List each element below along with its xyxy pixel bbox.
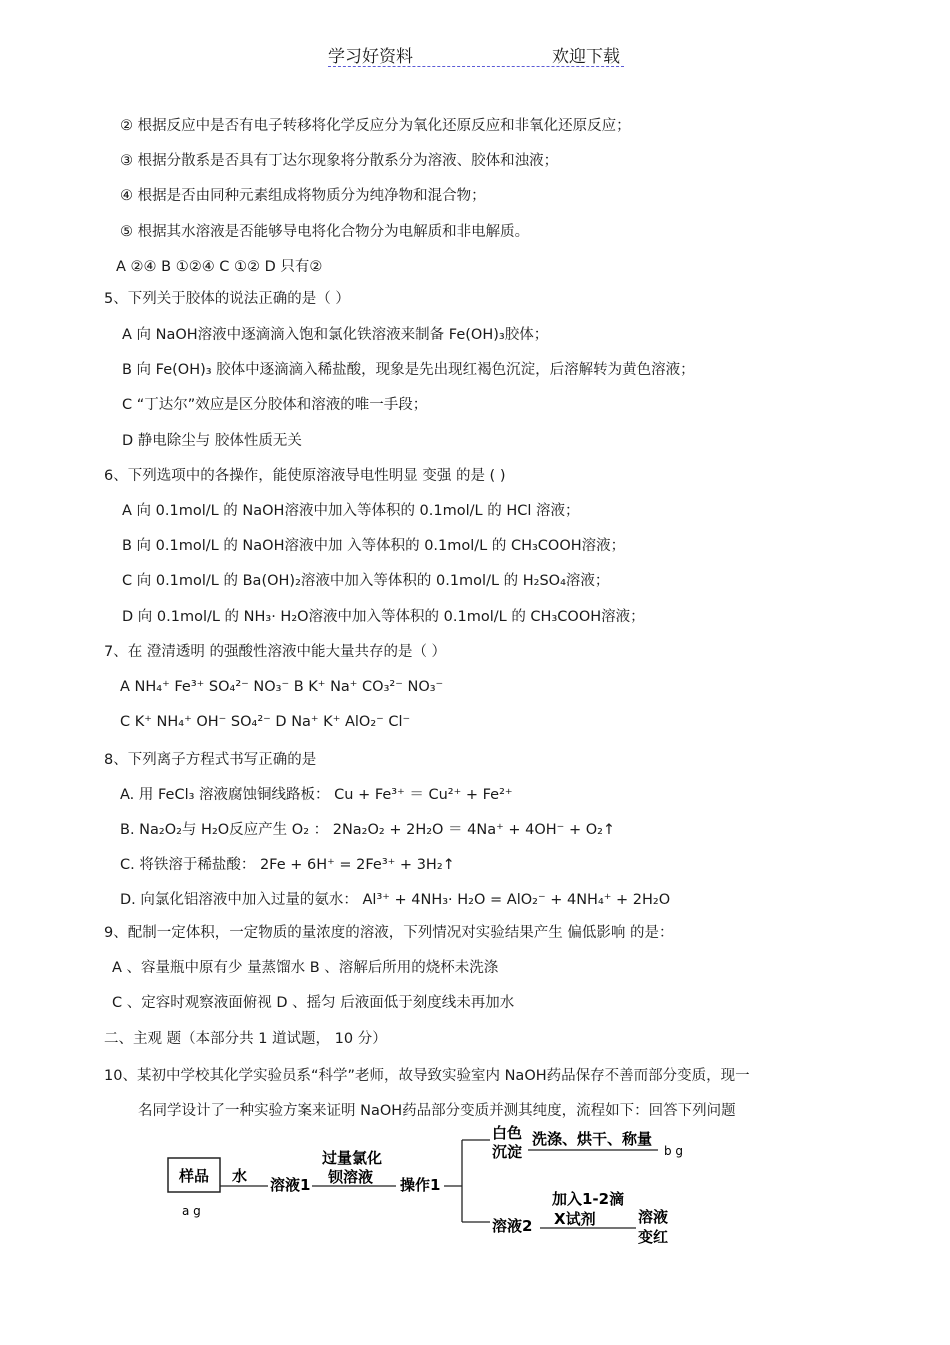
text-line: B. Na₂O₂与 H₂O反应产生 O₂ ： 2Na₂O₂ + 2H₂O ＝ 4Na⁺ + 4OH⁻ + O₂↑ [120, 822, 616, 838]
text-line: ④ 根据是否由同种元素组成将物质分为纯净物和混合物； [120, 188, 486, 204]
text-line: ⑤ 根据其水溶液是否能够导电将化合物分为电解质和非电解质。 [120, 224, 530, 240]
text-line: D 静电除尘与 胶体性质无关 [122, 433, 302, 449]
page-header [328, 40, 624, 67]
flow-precip-line2: 沉淀 [492, 1143, 523, 1161]
flow-add-line1: 加入1-2滴 [552, 1190, 625, 1208]
text-line: 二、主观 题（本部分共 1 道试题， 10 分） [104, 1031, 387, 1047]
flow-water: 水 [232, 1167, 248, 1185]
text-line: A 向 0.1mol/L 的 NaOH溶液中加入等体积的 0.1mol/L 的 HCl 溶液； [122, 503, 580, 519]
flow-solution2: 溶液2 [492, 1217, 533, 1235]
flow-reagent1-line2: 钡溶液 [328, 1168, 374, 1186]
flow-operation1: 操作1 [400, 1176, 441, 1194]
text-line: A 向 NaOH溶液中逐滴滴入饱和氯化铁溶液来制备 Fe(OH)₃胶体； [122, 327, 549, 343]
text-line: 9、配制一定体积，一定物质的量浓度的溶液，下列情况对实验结果产生 偏低影响 的是： [104, 925, 674, 941]
text-line: ② 根据反应中是否有电子转移将化学反应分为氧化还原反应和非氧化还原反应； [120, 118, 631, 134]
text-line: B 向 0.1mol/L 的 NaOH溶液中加 入等体积的 0.1mol/L 的 CH₃COOH溶液； [122, 538, 626, 554]
text-line: 8、下列离子方程式书写正确的是 [104, 752, 317, 768]
experiment-flowchart [160, 1118, 720, 1258]
flow-solution1: 溶液1 [270, 1176, 311, 1194]
text-line: 5、下列关于胶体的说法正确的是（ ） [104, 291, 350, 307]
flow-sample: 样品 [178, 1167, 210, 1185]
flow-wash-step: 洗涤、烘干、称量 [532, 1130, 653, 1148]
header-right: 欢迎下载 [552, 47, 620, 67]
text-line: D. 向氯化铝溶液中加入过量的氨水： Al³⁺ + 4NH₃· H₂O = AlO₂⁻ + 4NH₄⁺ + 2H₂O [120, 892, 671, 908]
flow-precip-line1: 白色 [492, 1124, 523, 1142]
text-line: A. 用 FeCl₃ 溶液腐蚀铜线路板： Cu + Fe³⁺ ＝ Cu²⁺ + Fe²⁺ [120, 787, 513, 803]
flow-precip-mass: b g [664, 1144, 684, 1158]
text-line: 10、某初中学校其化学实验员系“科学”老师，故导致实验室内 NaOH药品保存不善而部分变质，现一 [104, 1068, 750, 1084]
text-line: 7、在 澄清透明 的强酸性溶液中能大量共存的是（ ） [104, 644, 447, 660]
text-line: 名同学设计了一种实验方案来证明 NaOH药品部分变质并测其纯度，流程如下：回答下列问题 [138, 1103, 736, 1119]
text-line: C. 将铁溶于稀盐酸： 2Fe + 6H⁺ = 2Fe³⁺ + 3H₂↑ [120, 857, 455, 873]
flow-result-line1: 溶液 [638, 1208, 669, 1226]
text-line: 6、下列选项中的各操作，能使原溶液导电性明显 变强 的是 ( ) [104, 468, 506, 484]
text-line: C 向 0.1mol/L 的 Ba(OH)₂溶液中加入等体积的 0.1mol/L 的 H₂SO₄溶液； [122, 573, 610, 589]
text-line: A ②④ B ①②④ C ①② D 只有② [116, 259, 323, 275]
text-line: A NH₄⁺ Fe³⁺ SO₄²⁻ NO₃⁻ B K⁺ Na⁺ CO₃²⁻ NO₃⁻ [120, 679, 444, 695]
header-left: 学习好资料 [328, 47, 413, 67]
flow-result-line2: 变红 [638, 1228, 669, 1246]
text-line: B 向 Fe(OH)₃ 胶体中逐滴滴入稀盐酸，现象是先出现红褐色沉淀，后溶解转为黄色溶液； [122, 362, 695, 378]
text-line: ③ 根据分散系是否具有丁达尔现象将分散系分为溶液、胶体和浊液； [120, 153, 559, 169]
flow-add-line2: X试剂 [554, 1210, 596, 1228]
text-line: C “丁达尔”效应是区分胶体和溶液的唯一手段； [122, 397, 428, 413]
text-line: D 向 0.1mol/L 的 NH₃· H₂O溶液中加入等体积的 0.1mol/L 的 CH₃COOH溶液； [122, 609, 645, 625]
flow-reagent1-line1: 过量氯化 [322, 1149, 383, 1167]
text-line: A 、容量瓶中原有少 量蒸馏水 B 、溶解后所用的烧杯未洗涤 [112, 960, 499, 976]
flow-sample-mass: a g [182, 1204, 201, 1218]
text-line: C 、定容时观察液面俯视 D 、摇匀 后液面低于刻度线未再加水 [112, 995, 515, 1011]
text-line: C K⁺ NH₄⁺ OH⁻ SO₄²⁻ D Na⁺ K⁺ AlO₂⁻ Cl⁻ [120, 714, 411, 730]
